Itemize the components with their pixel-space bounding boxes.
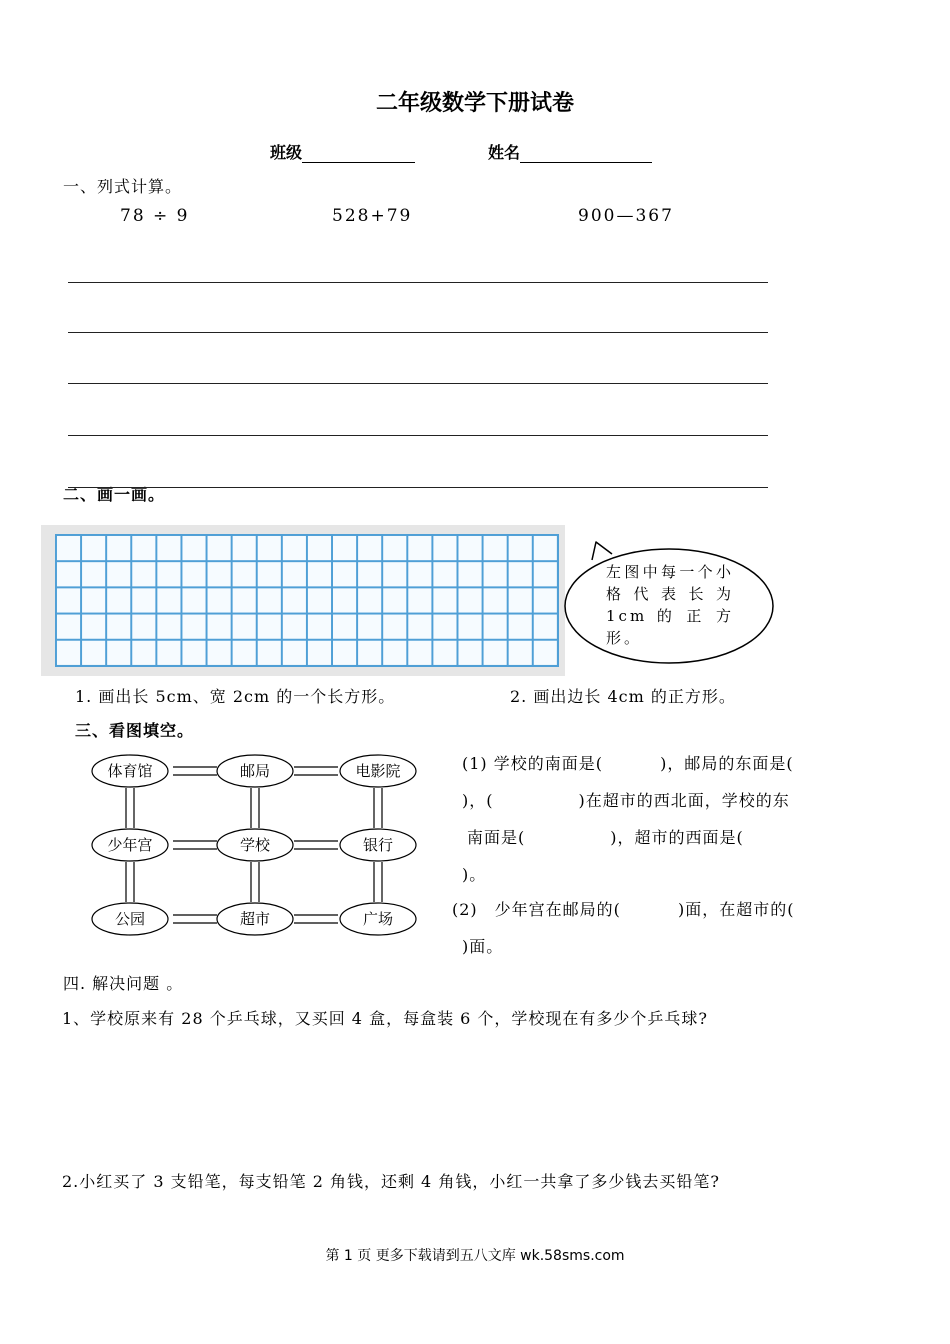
expression-3: 900—367 bbox=[578, 206, 674, 226]
q2-line-2: )面。 bbox=[462, 937, 504, 956]
class-blank bbox=[302, 144, 415, 163]
answer-line-2 bbox=[68, 332, 768, 333]
label-cinema: 电影院 bbox=[355, 762, 401, 780]
section1-heading: 一、列式计算。 bbox=[63, 177, 183, 196]
name-field bbox=[488, 140, 652, 163]
bubble-text: 左图中每一个小格代表长为1cm 的 正 方 形。 bbox=[606, 563, 734, 647]
label-bank: 银行 bbox=[362, 836, 394, 854]
label-supermarket: 超市 bbox=[239, 910, 271, 928]
page-footer: 第 1 页 更多下载请到五八文库 wk.58sms.com bbox=[325, 1248, 625, 1264]
q2-line-1: (2) 少年宫在邮局的( )面，在超市的( bbox=[452, 900, 795, 919]
answer-line-1 bbox=[68, 282, 768, 283]
map-diagram bbox=[90, 752, 425, 938]
q1-line-3: 南面是( )，超市的西面是( bbox=[467, 828, 744, 847]
expression-1: 78 ÷ 9 bbox=[120, 206, 190, 226]
label-post-office: 邮局 bbox=[239, 762, 271, 780]
q1-line-4: )。 bbox=[462, 865, 487, 884]
q1-line-2: )，( )在超市的西北面，学校的东 bbox=[462, 791, 790, 810]
class-field bbox=[270, 140, 415, 163]
section2-heading: 二、画一画。 bbox=[63, 485, 166, 504]
class-label: 班级 bbox=[270, 143, 303, 162]
grid-paper bbox=[41, 525, 565, 676]
label-park: 公园 bbox=[114, 910, 146, 928]
label-school: 学校 bbox=[239, 836, 271, 854]
label-gym: 体育馆 bbox=[107, 762, 153, 780]
answer-line-5 bbox=[68, 487, 768, 488]
section3-heading: 三、看图填空。 bbox=[75, 721, 195, 740]
section4-heading: 四. 解决问题 。 bbox=[63, 974, 184, 993]
q1-line-1: (1) 学校的南面是( )，邮局的东面是( bbox=[462, 754, 794, 773]
problem-1: 1、学校原来有 28 个乒乓球，又买回 4 盒，每盒装 6 个，学校现在有多少个乒乓球? bbox=[62, 1009, 708, 1028]
expression-2: 528+79 bbox=[332, 206, 413, 226]
answer-line-4 bbox=[68, 435, 768, 436]
draw-task-2: 2. 画出边长 4cm 的正方形。 bbox=[510, 687, 736, 706]
label-square: 广场 bbox=[362, 910, 394, 928]
problem-2: 2.小红买了 3 支铅笔，每支铅笔 2 角钱，还剩 4 角钱，小红一共拿了多少钱去买铅笔? bbox=[62, 1172, 720, 1191]
name-blank bbox=[520, 144, 652, 163]
label-youth-palace: 少年宫 bbox=[107, 836, 153, 854]
grid-squares bbox=[55, 534, 559, 667]
draw-task-1: 1. 画出长 5cm、宽 2cm 的一个长方形。 bbox=[75, 687, 396, 706]
page-title: 二年级数学下册试卷 bbox=[375, 91, 574, 116]
name-label: 姓名 bbox=[488, 143, 521, 162]
answer-line-3 bbox=[68, 383, 768, 384]
